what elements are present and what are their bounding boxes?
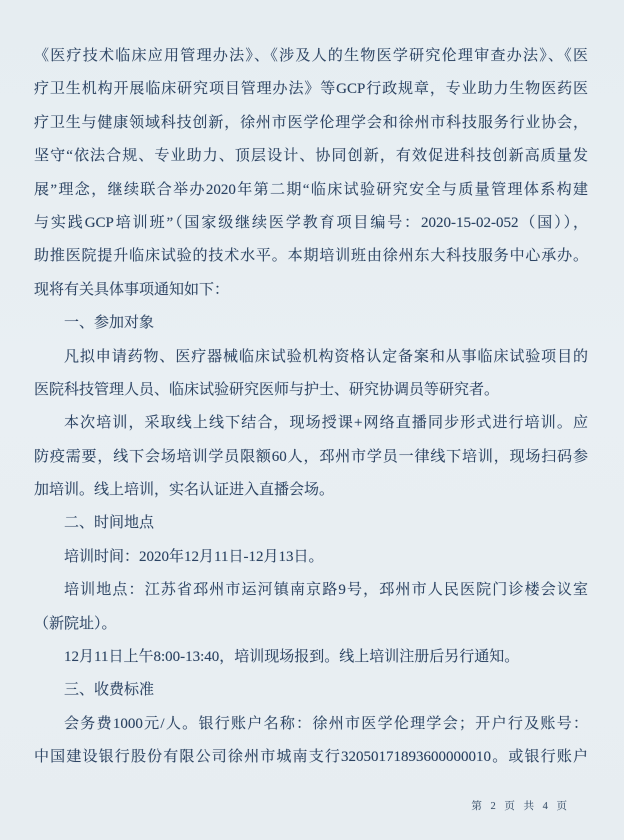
text-line: 现将有关具体事项通知如下：	[34, 281, 230, 298]
text-line: 中国建设银行股份有限公司徐州市城南支行32050171893600000010。或银行账户	[34, 749, 588, 766]
text-line: 加培训。线上培训，实名认证进入直播会场。	[34, 482, 335, 499]
text-line: 医院科技管理人员、临床试验研究医师与护士、研究协调员等研究者。	[34, 381, 500, 398]
page-number: 第 2 页 共 4 页	[471, 801, 570, 812]
text-line: 培训时间：2020年12月11日-12月13日。	[64, 548, 324, 565]
text-line: 会务费1000元/人。银行账户名称：徐州市医学伦理学会；开户行及账号：	[64, 715, 588, 732]
section-heading: 一、参加对象	[64, 315, 155, 332]
text-line: 疗卫生与健康领域科技创新，徐州市医学伦理学会和徐州市科技服务行业协会，	[34, 114, 588, 131]
text-line: 12月11日上午8:00-13:40，培训现场报到。线上培训注册后另行通知。	[64, 649, 520, 666]
text-line: 坚守“依法合规、专业助力、顶层设计、协同创新，有效促进科技创新高质量发	[34, 148, 588, 165]
text-line: 培训地点：江苏省邳州市运河镇南京路9号，邳州市人民医院门诊楼会议室	[64, 582, 588, 599]
text-line: 与实践GCP培训班”（国家级继续医学教育项目编号：2020-15-02-052（国）），	[34, 214, 588, 231]
section-heading: 二、时间地点	[64, 515, 155, 532]
text-line: 疗卫生机构开展临床研究项目管理办法》等GCP行政规章，专业助力生物医药医	[34, 81, 588, 98]
text-line: 展”理念，继续联合举办2020年第二期“临床试验研究安全与质量管理体系构建	[34, 181, 588, 198]
text-line: 本次培训，采取线上线下结合，现场授课+网络直播同步形式进行培训。应	[64, 415, 588, 432]
text-line: 助推医院提升临床试验的技术水平。本期培训班由徐州东大科技服务中心承办。	[34, 248, 588, 265]
text-line: 防疫需要，线下会场培训学员限额60人，邳州市学员一律线下培训，现场扫码参	[34, 448, 588, 465]
section-heading: 三、收费标准	[64, 682, 155, 699]
text-line: 《医疗技术临床应用管理办法》、《涉及人的生物医学研究伦理审查办法》、《医	[34, 48, 588, 64]
document-body	[34, 40, 588, 775]
text-line: 凡拟申请药物、医疗器械临床试验机构资格认定备案和从事临床试验项目的	[64, 348, 588, 365]
text-line: （新院址）。	[34, 615, 117, 632]
